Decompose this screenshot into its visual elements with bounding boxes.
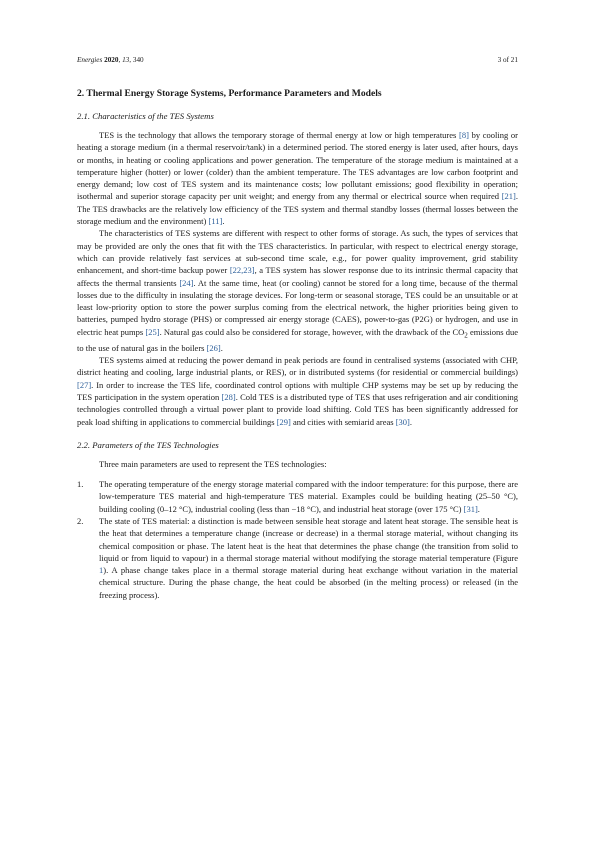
citation-link[interactable]: [27] <box>77 379 92 390</box>
paragraph: TES is the technology that allows the temporary storage of thermal energy at low or high temperatures [8] by cooling or heating a storage medium (in a thermal reservoir/tank) in a determined period. The stored energy is later used, after hours, days or months, in heating or cooling applications and power generation. The temperature of the storage medium is maintained at a temperature higher (hotter) or lower (colder) than the ambient temperature. The TES advantages are low carbon footprint and energy demand; low cost of TES system and its maintenance costs; low pollutant emissions; good flexibility in operation; isothermal and superior storage capacity per unit weight; and energy from any thermal or electrical source when required [21]. The TES drawbacks are the relatively low efficiency of the TES system and thermal standby losses (thermal losses between the storage medium and the environment) [11]. <box>77 130 519 227</box>
citation-link[interactable]: [28] <box>221 391 236 402</box>
subsection-heading-characteristics: 2.1. Characteristics of the TES Systems <box>77 111 214 121</box>
running-header: Energies 2020, 13, 340 3 of 21 <box>77 56 518 64</box>
citation-link[interactable]: [31] <box>463 503 478 514</box>
citation-link[interactable]: [29] <box>276 416 291 427</box>
main-content <box>77 88 518 601</box>
list-number: 2. <box>77 516 84 526</box>
journal-name: Energies <box>77 56 103 64</box>
citation-link[interactable]: [11] <box>208 216 223 227</box>
paragraph: TES systems aimed at reducing the power demand in peak periods are found in centralised systems (associated with CHP, district heating and cooling, large industrial plants, or RES), or in distributed systems (for residential or commercial buildings) [27]. In order to increase the TES life, coordinated control options with multiple CHP systems may be set up by reducing the TES participation in the system operation [28]. Cold TES is a distributed type of TES that uses refrigeration and air conditioning technologies controlled through a virtual power plant to provide load shifting. Cold TES has been significantly addressed for peak load shifting in applications to commercial buildings [29] and cities with semiarid areas [30]. <box>77 355 518 427</box>
subscript: 2 <box>464 331 468 340</box>
subsection-heading-parameters: 2.2. Parameters of the TES Technologies <box>77 439 219 450</box>
citation-link[interactable]: [24] <box>179 277 194 288</box>
journal-volume: 13 <box>122 56 130 64</box>
citation-link[interactable]: [8] <box>459 130 469 140</box>
citation-link[interactable]: [21] <box>501 191 516 202</box>
citation-link[interactable]: [30] <box>395 416 410 427</box>
page-number: 3 of 21 <box>497 56 518 64</box>
section-heading: 2. Thermal Energy Storage Systems, Performance Parameters and Models <box>77 88 382 99</box>
paragraph: The characteristics of TES systems are different with respect to other forms of storage. As such, the types of services that may be provided are only the ones that fit with the TES characteristics. In particular, with respect to electrical energy storage, which can provide relatively fast services at sub-second time scale, e.g., for power quality improvement, grid stability enhancement, and short-time backup power [22,23], a TES system has slower response due to its intrinsic thermal capacity that affects the thermal transients [24]. At the same time, heat (or cooling) cannot be stored for a long time, because of the thermal losses due to the difficulty in insulating the storage devices. For long-term or seasonal storage, TES could be an unsuitable or at least low-priority option to store the power surplus coming from the electrical network, the higher priorities being given to batteries, pumped hydro storage (PHS) or compressed air energy storage (CAES), power-to-gas (P2G) or hydrogen, and use in electric heat pumps [25]. Natural gas could also be considered for storage, however, with the drawback of the $CO_2$ emissions due to the use of natural gas in the boilers [26]. <box>77 228 519 353</box>
citation-link[interactable]: [22,23] <box>229 265 255 276</box>
journal-year: 2020 <box>104 56 119 64</box>
list-number: 1. <box>77 479 84 490</box>
parameter-list <box>77 478 518 601</box>
citation-link[interactable]: [26] <box>206 342 221 353</box>
citation-link[interactable]: [25] <box>145 326 160 337</box>
list-item: 2. The state of TES material: a distinction is made between sensible heat storage and latent heat storage. The sensible heat is the heat that determines a temperature change (increase or decrease) in a thermal storage material, without changing its chemical composition or phase. The latent heat is the heat that determines the phase change (the transition from solid to liquid or from liquid to vapour) in a thermal storage material without modifying the storage material temperature (Figure 1). A phase change takes place in a thermal storage material during heat exchange without variation in the material chemical structure. During the phase change, the heat could be absorbed (in the melting process) or released (in the freezing process). <box>77 516 518 600</box>
figure-link[interactable]: 1 <box>99 565 104 576</box>
list-item: 1. The operating temperature of the energy storage material compared with the indoor temperature: for this purpose, there are low-temperature TES material and high-temperature TES material. Examples could be building heating (25–50 °C), building cooling (0–12 °C), industrial cooling (less than −18 °C), and industrial heat storage (over 175 °C) [31]. <box>77 479 518 514</box>
article-number: 340 <box>132 56 144 64</box>
list-intro: Three main parameters are used to represent the TES technologies: <box>99 458 327 469</box>
